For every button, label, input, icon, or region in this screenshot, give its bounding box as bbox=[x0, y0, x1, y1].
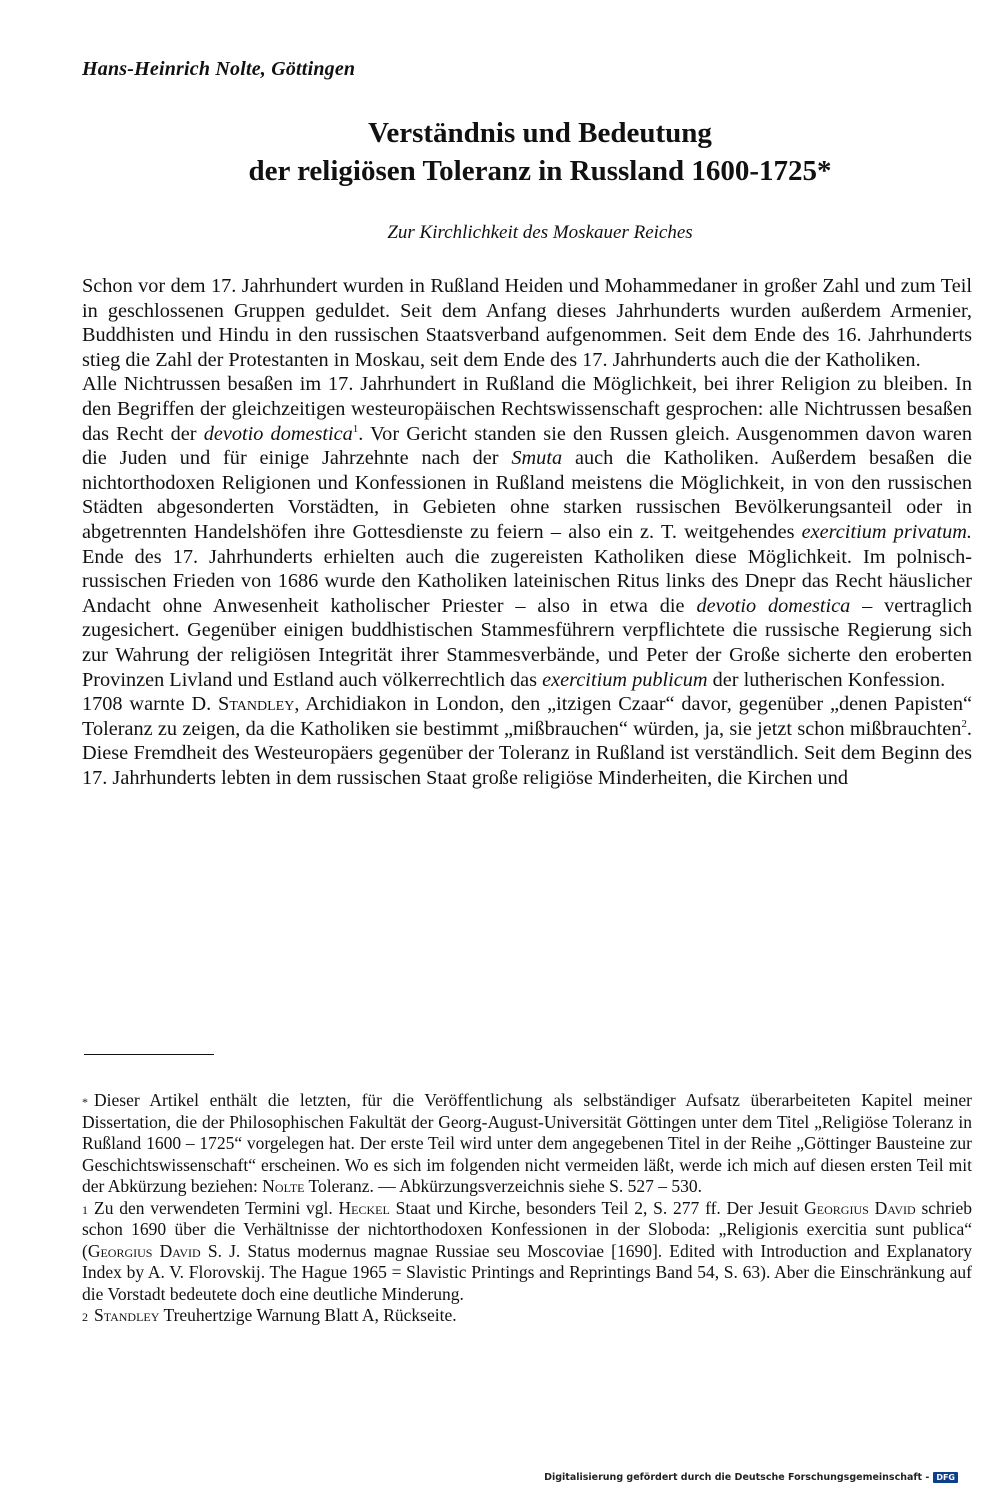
footnote-ref-1[interactable]: 1 bbox=[352, 422, 359, 435]
footnotes bbox=[82, 1090, 972, 1327]
footnote-ref-2[interactable]: 2 bbox=[961, 717, 967, 730]
dfg-logo-icon: DFG bbox=[933, 1472, 958, 1483]
article-title-line-1: Verständnis und Bedeutung bbox=[368, 117, 712, 149]
body-paragraph-3: 1708 warnte D. Standley, Archidiakon in London, den „itzigen Czaar“ davor, gegenüber „denen Papisten“ Toleranz zu zeigen, da die Katholiken sie bestimmt „mißbrauchen“ würden, ja, sie jetzt schon mißbrauchten$^2$. Diese Fremdheit des Westeuropäers gegenüber der Toleranz in Rußland ist verständlich. Seit dem Beginn des 17. Jahrhunderts lebten in dem russischen Staat große religiöse Minderheiten, die Kirchen und bbox=[82, 693, 972, 789]
footnote-star: * Dieser Artikel enthält die letzten, für die Veröffentlichung als selbständiger Aufsatz überarbeiteten Kapitel meiner Dissertation, die der Philosophischen Fakultät der Georg-August-Universität Göttingen unter dem Titel „Religiöse Toleranz in Rußland 1600 – 1725“ vorgelegen hat. Der erste Teil wird unter dem angegebenen Titel in der Reihe „Göttinger Bausteine zur Geschichtswissenschaft“ erscheinen. Wo es sich im folgenden nicht vermeiden läßt, werde ich mich auf diesen ersten Teil mit der Abkürzung beziehen: Nolte Toleranz. — Abkürzungsverzeichnis siehe S. 527 – 530. bbox=[82, 1090, 972, 1196]
footnote-divider bbox=[84, 1054, 214, 1055]
author-line: Hans-Heinrich Nolte, Göttingen bbox=[82, 58, 356, 80]
body-paragraph-2: Alle Nichtrussen besaßen im 17. Jahrhundert in Rußland die Möglichkeit, bei ihrer Religion zu bleiben. In den Begriffen der gleichzeitigen westeuropäischen Rechtswissenschaft gesprochen: alle Nichtrussen besaßen das Recht der devotio domestica$^1$. Vor Gericht standen sie den Russen gleich. Ausgenommen davon waren die Juden und für einige Jahrzehnte nach der Smuta auch die Katholiken. Außerdem besaßen die nichtorthodoxen Religionen und Konfessionen in Rußland meistens die Möglichkeit, in von den russischen Städten abgesonderten Vorstädten, in Gebieten ohne starken russischen Bevölkerungsanteil oder in abgetrennten Handelshöfen ihre Gottesdienste zu feiern – also ein z. T. weitgehendes exercitium privatum. Ende des 17. Jahrhunderts erhielten auch die zugereisten Katholiken diese Möglichkeit. Im polnisch-russischen Frieden von 1686 wurde den Katholiken lateinischen Ritus links des Dnepr das Recht häuslicher Andacht ohne Anwesenheit katholischer Priester – also in etwa die devotio domestica – vertraglich zugesichert. Gegenüber einigen buddhistischen Stammesführern verpflichtete die russische Regierung sich zur Wahrung der religiösen Integrität ihrer Stammesverbände, und Peter der Große sicherte den eroberten Provinzen Livland und Estland auch völkerrechtlich das exercitium publicum der lutherischen Konfession. bbox=[82, 373, 973, 691]
footnote-2: $^2$ Standley Treuhertzige Warnung Blatt A, Rückseite. bbox=[82, 1305, 457, 1325]
digitization-credit bbox=[544, 1472, 958, 1483]
body-text bbox=[82, 274, 972, 790]
article-subtitle: Zur Kirchlichkeit des Moskauer Reiches bbox=[387, 222, 693, 243]
footnote-1: $^1$ Zu den verwendeten Termini vgl. Heckel Staat und Kirche, besonders Teil 2, S. 277 ff. Der Jesuit Georgius David schrieb schon 1690 über die Verhältnisse der nichtorthodoxen Konfessionen in der Sloboda: „Religionis exercitia sunt publica“ (Georgius David S. J. Status modernus magnae Russiae seu Moscoviae [1690]. Edited with Introduction and Explanatory Index by A. V. Florovskij. The Hague 1965 = Slavistic Printings and Reprintings Band 54, S. 63). Aber die Einschränkung auf die Vorstadt bedeutete doch eine deutliche Minderung. bbox=[82, 1197, 973, 1304]
credit-text: Digitalisierung gefördert durch die Deutsche Forschungsgemeinschaft - bbox=[544, 1472, 930, 1483]
body-paragraph-1: Schon vor dem 17. Jahrhundert wurden in Rußland Heiden und Mohammedaner in großer Zahl und zum Teil in geschlossenen Gruppen geduldet. Seit dem Anfang dieses Jahrhunderts wurden außerdem Armenier, Buddhisten und Hindu in den russischen Staatsverband aufgenommen. Seit dem Ende des 16. Jahrhunderts stieg die Zahl der Protestanten in Moskau, seit dem Ende des 17. Jahrhunderts auch die der Katholiken. bbox=[82, 275, 972, 371]
article-title-line-2: der religiösen Toleranz in Russland 1600-1725* bbox=[248, 155, 832, 187]
